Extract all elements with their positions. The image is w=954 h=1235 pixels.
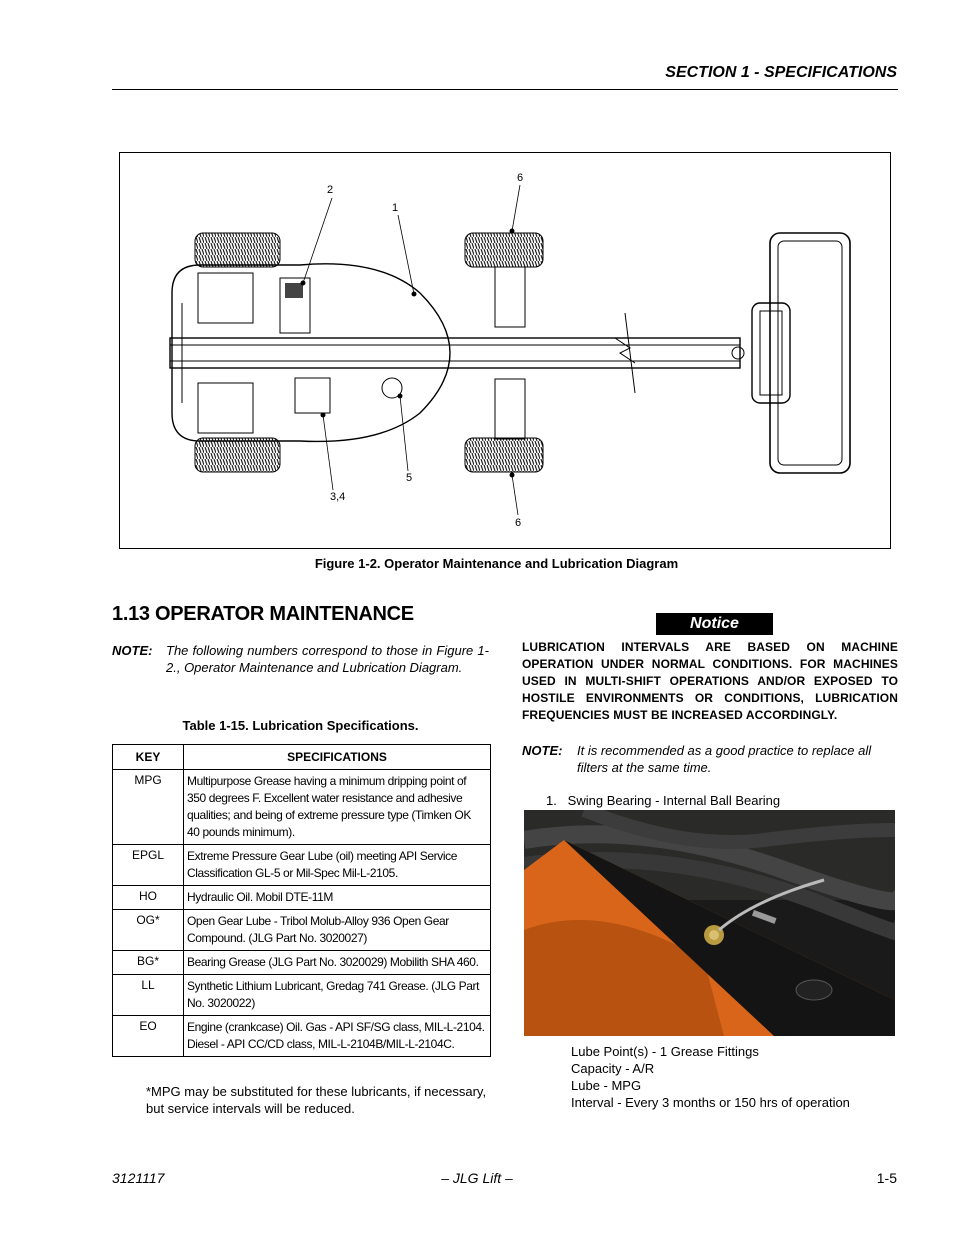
machine-top-view-drawing: [120, 153, 891, 549]
note: [112, 642, 489, 676]
footer-brand: – JLG Lift –: [441, 1170, 513, 1186]
spec-cell: Extreme Pressure Gear Lube (oil) meeting API Service Classification GL-5 or Mil-Spec Mil-L-2105.: [184, 845, 491, 886]
key-cell: EO: [113, 1016, 184, 1057]
callout-label: 1: [392, 202, 399, 214]
section-header: SECTION 1 - SPECIFICATIONS: [665, 64, 897, 81]
table-row: [113, 910, 491, 951]
page-number: 1-5: [876, 1170, 897, 1186]
note-label: NOTE:: [112, 643, 153, 658]
header-rule: [112, 89, 898, 90]
tire-front-top: [465, 233, 543, 267]
list-item: 1. Swing Bearing - Internal Ball Bearing: [546, 793, 781, 808]
callout-label: 6: [515, 517, 522, 529]
tire-rear-top: [195, 233, 280, 267]
table-header-row: [113, 745, 491, 770]
note: [522, 742, 898, 776]
column-header: KEY: [113, 745, 184, 770]
document-number: 3121117: [112, 1170, 165, 1186]
table-title: Table 1-15. Lubrication Specifications.: [182, 718, 419, 733]
key-cell: MPG: [113, 770, 184, 845]
lube-interval: Interval - Every 3 months or 150 hrs of operation: [571, 1095, 850, 1110]
lube-points: Lube Point(s) - 1 Grease Fittings: [571, 1044, 759, 1059]
spec-cell: Open Gear Lube - Tribol Molub-Alloy 936 Open Gear Compound. (JLG Part No. 3020027): [184, 910, 491, 951]
table-row: [113, 975, 491, 1016]
note-text: It is recommended as a good practice to replace all filters at the same time.: [577, 743, 872, 775]
callout-label: 6: [517, 172, 524, 184]
table-row: [113, 845, 491, 886]
callout-label: 5: [406, 472, 413, 484]
lube-type: Lube - MPG: [571, 1078, 642, 1093]
spec-cell: Hydraulic Oil. Mobil DTE-11M: [184, 886, 491, 910]
lubrication-diagram: [119, 152, 891, 549]
key-cell: HO: [113, 886, 184, 910]
table-footnote: *MPG may be substituted for these lubricants, if necessary, but service intervals will be reduced.: [146, 1084, 487, 1116]
key-cell: LL: [113, 975, 184, 1016]
tire-front-bottom: [465, 438, 543, 472]
notice-badge: Notice: [656, 613, 773, 635]
spec-cell: Synthetic Lithium Lubricant, Gredag 741 Grease. (JLG Part No. 3020022): [184, 975, 491, 1016]
column-header: SPECIFICATIONS: [184, 745, 491, 770]
tire-rear-bottom: [195, 438, 280, 472]
lube-capacity: Capacity - A/R: [571, 1061, 655, 1076]
spec-cell: Engine (crankcase) Oil. Gas - API SF/SG class, MIL-L-2104. Diesel - API CC/CD class, MIL-L-2104B/MIL-L-2104C.: [184, 1016, 491, 1057]
lubrication-spec-table: [112, 744, 491, 1057]
table-row: [113, 770, 491, 845]
table-row: [113, 1016, 491, 1057]
callout-label: 3,4: [330, 491, 346, 503]
note-text: The following numbers correspond to those in Figure 1-2., Operator Maintenance and Lubrication Diagram.: [166, 643, 489, 675]
grease-fitting-photo-illustration: [524, 810, 895, 1036]
notice-text: LUBRICATION INTERVALS ARE BASED ON MACHINE OPERATION UNDER NORMAL CONDITIONS. FOR MACHINES USED IN MULTI-SHIFT OPERATIONS AND/OR EXPOSED TO HOSTILE ENVIRONMENTS OR CONDITIONS, LUBRICATION FREQUENCIES MUST BE INCREASED ACCORDINGLY.: [522, 640, 898, 722]
table-row: [113, 886, 491, 910]
spec-cell: Bearing Grease (JLG Part No. 3020029) Mobilith SHA 460.: [184, 951, 491, 975]
section-heading: 1.13 OPERATOR MAINTENANCE: [112, 603, 414, 625]
swing-bearing-photo: [524, 810, 895, 1036]
key-cell: OG*: [113, 910, 184, 951]
note-label: NOTE:: [522, 743, 563, 758]
lube-point-info: [571, 1043, 850, 1111]
callout-label: 2: [327, 184, 334, 196]
table-row: [113, 951, 491, 975]
key-cell: EPGL: [113, 845, 184, 886]
key-cell: BG*: [113, 951, 184, 975]
figure-caption: Figure 1-2. Operator Maintenance and Lubrication Diagram: [314, 556, 679, 571]
spec-cell: Multipurpose Grease having a minimum dripping point of 350 degrees F. Excellent water resistance and adhesive qualities; and being of extreme pressure type (Timken OK 40 pounds minimum).: [184, 770, 491, 845]
